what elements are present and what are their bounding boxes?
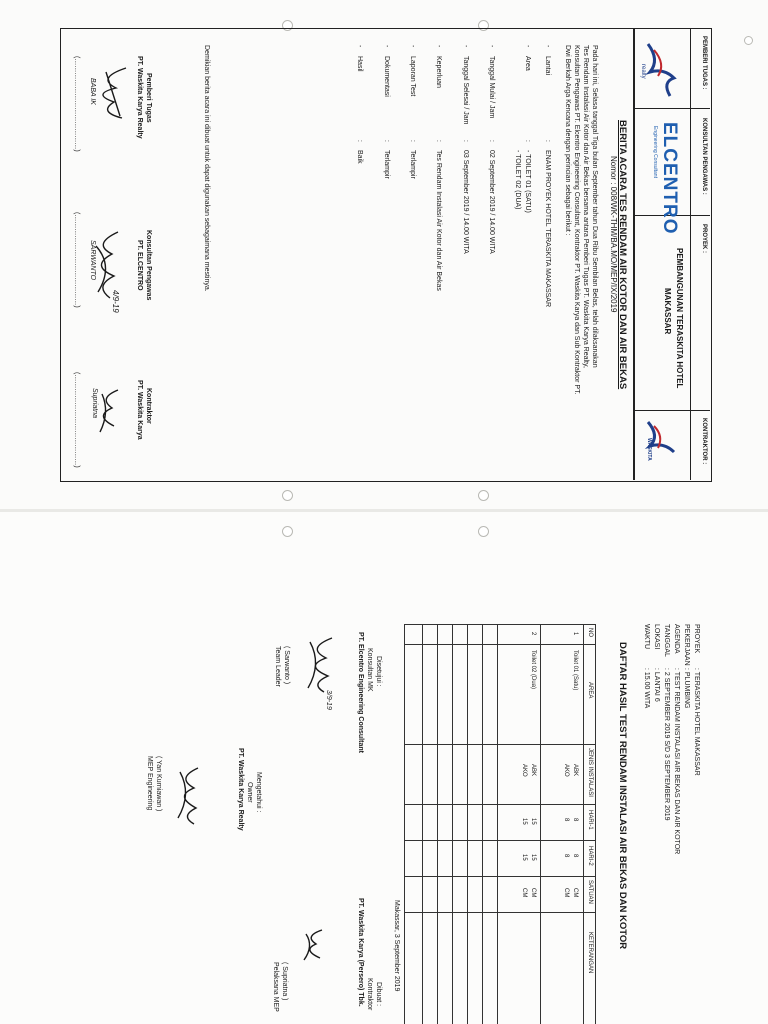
punch-hole (744, 36, 753, 45)
meta-value: : TERASKITA HOTEL MAKASSAR (693, 668, 700, 776)
mengetahui-role: Owner (246, 782, 253, 803)
signature-mengetahui (168, 762, 208, 833)
punch-hole (478, 526, 489, 537)
table-cell-jenis: ABK (530, 764, 536, 777)
table-cell-no: 2 (530, 632, 536, 636)
disetujui-name: ( Sarwanto ) (283, 646, 290, 685)
signatory-name: (…………………………………) (73, 56, 80, 152)
table-header: NO (587, 628, 593, 637)
field-value: Terlampir (383, 150, 390, 179)
field-label: Tanggal Selesai / Jam (462, 56, 469, 125)
elcentro-logo (640, 118, 686, 235)
proyek-name-line1: PEMBANGUNAN TERASKITA HOTEL (675, 248, 684, 389)
table-header: KETERANGAN (587, 932, 593, 974)
field-bullet: - (544, 45, 551, 48)
field-colon: : (383, 140, 390, 142)
dibuat-role: Kontraktor (366, 978, 373, 1011)
table-cell-hari2: 8 (572, 854, 578, 858)
elcentro-logo-text: ELCENTRO (659, 122, 680, 235)
table-cell-hari2: 8 (563, 854, 569, 858)
document-number: Nomor : 008/WK-THM/BA.MO/MEP/IX/2019 (609, 156, 618, 313)
field-colon: : (544, 140, 551, 142)
table-cell-jenis: AKO (521, 764, 527, 777)
table-header: AREA (587, 682, 593, 699)
field-value: Tes Rendam Instalasi Air Kotor dan Air Bekas (435, 150, 442, 291)
pemberi-tugas-label: PEMBERI TUGAS : (701, 36, 707, 90)
field-bullet: - (462, 45, 469, 48)
table-header: HARI-1 (587, 810, 593, 830)
waskita-logo-text: WASKITA (646, 438, 652, 461)
table-cell-area: Toilet 01 (Satu) (572, 650, 578, 691)
intro-line-4: Dwi Berkah Arga Kencana dengan perincian sebagai berikut : (564, 45, 571, 236)
meta-label: LOKASI (653, 624, 660, 650)
field-label: Hasil (356, 56, 363, 72)
handwritten-name-consultant: SARWANTO (89, 240, 96, 281)
document-title: BERITA ACARA TES RENDAM AIR KOTOR DAN AIR BEKAS (617, 120, 628, 390)
signature-disetujui (296, 634, 342, 701)
header-divider (633, 28, 635, 480)
meta-label: PEKERJAAN (683, 624, 690, 666)
field-colon: : (356, 140, 363, 142)
field-colon: : (462, 140, 469, 142)
intro-line-1: Pada hari ini, Selasa tanggal Tiga bulan September tahun Dua Ribu Sembilan Belas, telah dilaksanakan (591, 45, 598, 368)
meta-value: : PLUMBING (683, 668, 690, 709)
field-value: ENAM PROYEK HOTEL TERASKITA MAKASSAR (544, 150, 551, 308)
handwritten-name-contractor: Supriatna (91, 388, 98, 418)
field-colon: : (524, 140, 531, 142)
meta-label: WAKTU (643, 624, 650, 650)
field-bullet: - (356, 45, 363, 48)
dibuat-title: Pelaksana MEP (272, 962, 279, 1012)
intro-line-3: Konsultan Pengawas PT. Elcentro Engineering Consultant, Kontraktor PT. Waskita Karya dan Sub Kontraktor PT. (573, 45, 580, 395)
meta-label: TANGGAL (663, 624, 670, 657)
dibuat-label: Dibuat : (375, 982, 382, 1007)
table-cell-area: Toilet 02 (Dua) (530, 650, 536, 690)
table-cell-hari1: 8 (572, 818, 578, 822)
mengetahui-company: PT. Waskita Karya Realty (237, 748, 244, 831)
signatory-name: (…………………………………) (73, 212, 80, 308)
field-colon: : (435, 140, 442, 142)
field-bullet: - (383, 45, 390, 48)
field-label: Dokumentasi (383, 56, 390, 97)
disetujui-label: Disetujui : (375, 656, 382, 687)
header-divider (633, 410, 710, 411)
meta-value: : 2 SEPTEMBER 2019 S/D 3 SEPTEMBER 2019 (663, 668, 670, 821)
table-cell-hari2: 15 (530, 854, 536, 861)
proyek-label: PROYEK : (701, 224, 707, 254)
punch-hole (282, 526, 293, 537)
konsultan-label: KONSULTAN PENGAWAS : (701, 118, 707, 195)
signature-dibuat (296, 926, 332, 971)
signatory-role: Pemberi Tugas (145, 73, 152, 123)
punch-hole (282, 490, 293, 501)
intro-line-2: Tes Rendam Instalasi Air Kotor dan Air Bekas bersama antara Pemberi Tugas PT. Waskita Karya Realty, (582, 45, 589, 368)
field-value-2: - TOILET 02 (DUA) (514, 150, 521, 210)
table-cell-jenis: AKO (563, 764, 569, 777)
meta-value: : 15.00 WITA (643, 668, 650, 709)
table-cell-hari1: 15 (530, 818, 536, 825)
field-label: Area (524, 56, 531, 71)
kontraktor-label: KONTRAKTOR : (701, 418, 707, 465)
table-cell-satuan: CM (521, 888, 527, 898)
field-bullet: - (488, 45, 495, 48)
waskita-realty-logo (640, 38, 686, 102)
handwritten-date-consultant: 4/9-19 (111, 290, 120, 313)
signatory-role: Konsultan Pengawas (145, 230, 152, 301)
field-value: - TOILET 01 (SATU) (524, 150, 531, 213)
field-value: 02 September 2019 / 14.00 WITA (488, 150, 495, 254)
field-value: Terlampir (409, 150, 416, 179)
elcentro-logo-sub: Engineering Consultant (652, 126, 658, 178)
date-place: Makassar, 3 September 2019 (393, 900, 400, 992)
disetujui-title: Team Leader (274, 646, 281, 687)
meta-value: : LANTAI 6 (653, 668, 660, 702)
field-label: Tanggal Mulai / Jam (488, 56, 495, 119)
field-bullet: - (409, 45, 416, 48)
proyek-name-line2: MAKASSAR (663, 288, 672, 335)
mengetahui-label: Mengetahui : (255, 772, 262, 813)
field-label: Laporan Test (409, 56, 416, 97)
dibuat-company: PT. Waskita Karya (Persero) Tbk. (357, 898, 364, 1007)
mengetahui-name: ( Yan Kurniawan ) (155, 756, 162, 812)
dibuat-name: ( Supriatna ) (281, 962, 288, 1001)
meta-label: PROYEK (693, 624, 700, 654)
table-header: JENIS INSTALASI (587, 748, 593, 797)
table-cell-no: 1 (572, 632, 578, 636)
realty-logo-text: realty (640, 64, 646, 79)
signatory-role: Kontraktor (145, 388, 152, 424)
disetujui-role: Konsultan MK (366, 648, 373, 692)
punch-hole (478, 490, 489, 501)
signatory-company: PT. Waskita Karya (136, 380, 143, 440)
header-divider (690, 28, 691, 480)
table-cell-hari1: 8 (563, 818, 569, 822)
waskita-logo (642, 418, 686, 476)
field-colon: : (488, 140, 495, 142)
handwritten-date-disetujui: 3/9-19 (325, 690, 332, 710)
signatory-name: (…………………………………) (73, 372, 80, 468)
field-bullet: - (524, 45, 531, 48)
meta-value: : TEST RENDAM INSTALASI AIR BEKAS DAN AIR KOTOR (673, 668, 680, 855)
field-value: Baik (356, 150, 363, 164)
table-cell-satuan: CM (530, 888, 536, 898)
results-title: DAFTAR HASIL TEST RENDAM INSTALASI AIR BEKAS DAN KOTOR (617, 642, 628, 950)
mengetahui-title: MEP Engineering (146, 756, 153, 811)
table-cell-hari1: 15 (521, 818, 527, 825)
meta-label: AGENDA (673, 624, 680, 654)
table-cell-satuan: CM (572, 888, 578, 898)
field-value: 03 September 2019 / 14.00 WITA (462, 150, 469, 254)
field-label: Lantai (544, 56, 551, 76)
field-label: Keperluan (435, 56, 442, 88)
header-divider (633, 108, 710, 109)
table-header: HARI-2 (587, 846, 593, 866)
handwritten-name-owner: BABA IK (89, 78, 96, 105)
table-cell-hari2: 15 (521, 854, 527, 861)
table-cell-satuan: CM (563, 888, 569, 898)
daftar-hasil-page (0, 512, 768, 1024)
field-bullet: - (435, 45, 442, 48)
disetujui-company: PT. Elcentro Engineering Consultant (357, 632, 364, 753)
table-header: SATUAN (587, 880, 593, 904)
field-colon: : (409, 140, 416, 142)
signatory-company: PT. Waskita Karya Realty (136, 56, 143, 139)
signatory-company: PT. ELCENTRO (136, 240, 143, 291)
closing-statement: Demikian berita acara ini dibuat untuk dapat digunakan sebagaimana mestinya. (203, 45, 210, 292)
table-cell-jenis: ABK (572, 764, 578, 777)
